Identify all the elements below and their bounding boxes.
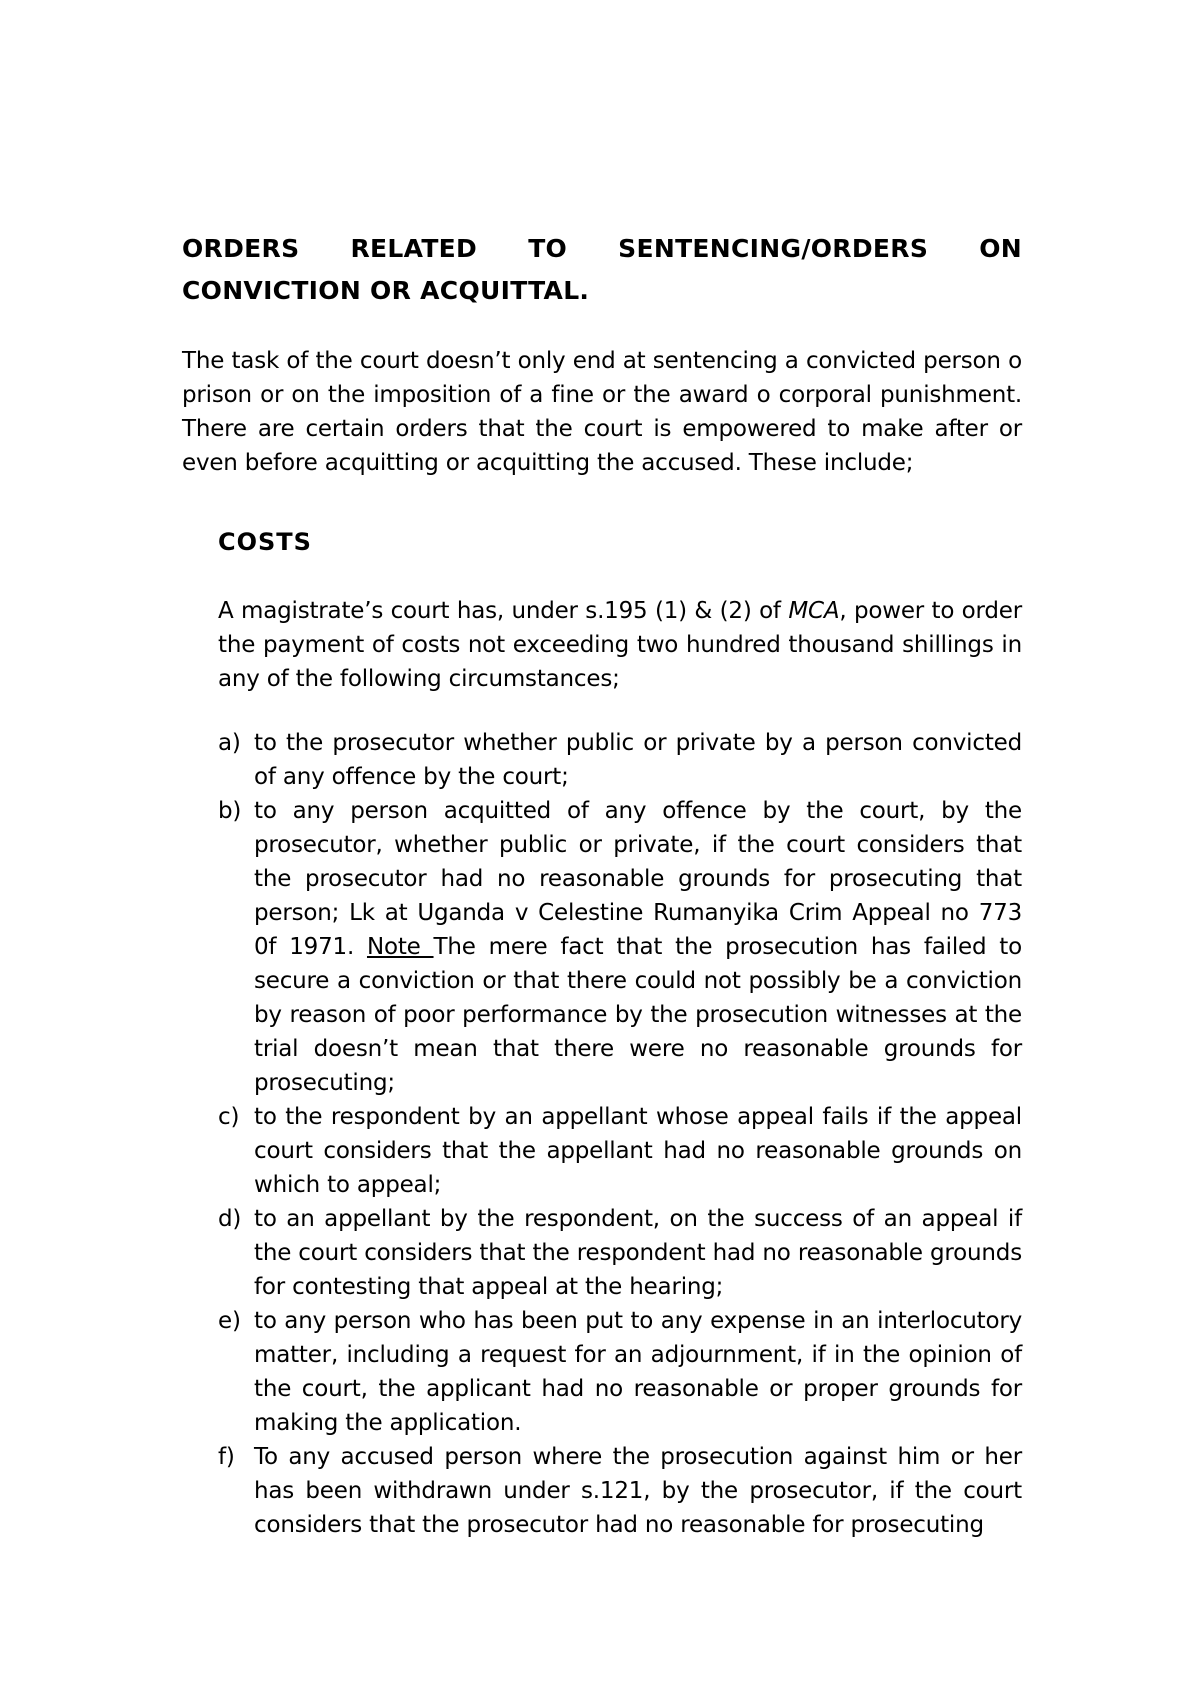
list-item-text: to the respondent by an appellant whose appeal fails if the appeal court considers that the appellant had no reasonable grounds on which to appeal;	[254, 1104, 1022, 1198]
list-item-text: to the prosecutor whether public or private by a person convicted of any offence by the court;	[254, 730, 1022, 790]
list-item-a	[218, 726, 1022, 794]
intro-paragraph: The task of the court doesn’t only end at sentencing a convicted person o prison or on the imposition of a fine or the award o corporal punishment. There are certain orders that the court is empowered to make after or even before acquitting or acquitting the accused. These include;	[182, 348, 1022, 476]
list-marker: a)	[218, 730, 241, 756]
list-item-text: To any accused person where the prosecution against him or her has been withdrawn under s.121, by the prosecutor, if the court considers that the prosecutor had no reasonable for prosecuting	[254, 1444, 1022, 1538]
list-item-d	[218, 1202, 1022, 1304]
document-title-line-1: ORDERS RELATED TO SENTENCING/ORDERS ON	[182, 234, 1022, 263]
list-item-text: to an appellant by the respondent, on the success of an appeal if the court considers that the respondent had no reasonable grounds for contesting that appeal at the hearing;	[254, 1206, 1022, 1300]
list-marker: d)	[218, 1206, 242, 1232]
costs-paragraph	[218, 594, 1022, 696]
list-item-e	[218, 1304, 1022, 1440]
act-reference: MCA	[788, 598, 840, 624]
costs-section	[218, 522, 1022, 1542]
note-label: Note	[366, 934, 434, 960]
list-item-text-before: to any person acquitted of any offence by the court, by the prosecutor, whether public or private, if the court considers that the prosecutor had no reasonable grounds for prosecuting that person; Lk at Uganda v Celestine Rumanyika Crim Appeal no 773 0f 1971.	[254, 798, 1022, 960]
section-heading-costs: COSTS	[218, 528, 312, 556]
list-item-c	[218, 1100, 1022, 1202]
costs-paragraph-text-before: A magistrate’s court has, under s.195 (1) & (2) of	[218, 598, 789, 624]
document-title-line-2: CONVICTION OR ACQUITTAL.	[182, 276, 590, 305]
list-marker: b)	[218, 798, 242, 824]
list-marker: f)	[218, 1444, 235, 1470]
list-item-b	[218, 794, 1022, 1100]
list-marker: e)	[218, 1308, 241, 1334]
costs-paragraph-text-after: , power to order the payment of costs not exceeding two hundred thousand shillings in any of the following circumstances;	[218, 598, 1022, 692]
list-item-f	[218, 1440, 1022, 1542]
list-marker: c)	[218, 1104, 240, 1130]
document-body	[182, 228, 1022, 1542]
list-item-text-after: The mere fact that the prosecution has failed to secure a conviction or that there could not possibly be a conviction by reason of poor performance by the prosecution witnesses at the trial doesn’t mean that there were no reasonable grounds for prosecuting;	[254, 934, 1022, 1096]
list-item-text	[254, 794, 1022, 1100]
list-item-text: to any person who has been put to any expense in an interlocutory matter, including a request for an adjournment, if in the opinion of the court, the applicant had no reasonable or proper grounds for making the application.	[254, 1308, 1022, 1436]
circumstances-list	[218, 726, 1022, 1542]
